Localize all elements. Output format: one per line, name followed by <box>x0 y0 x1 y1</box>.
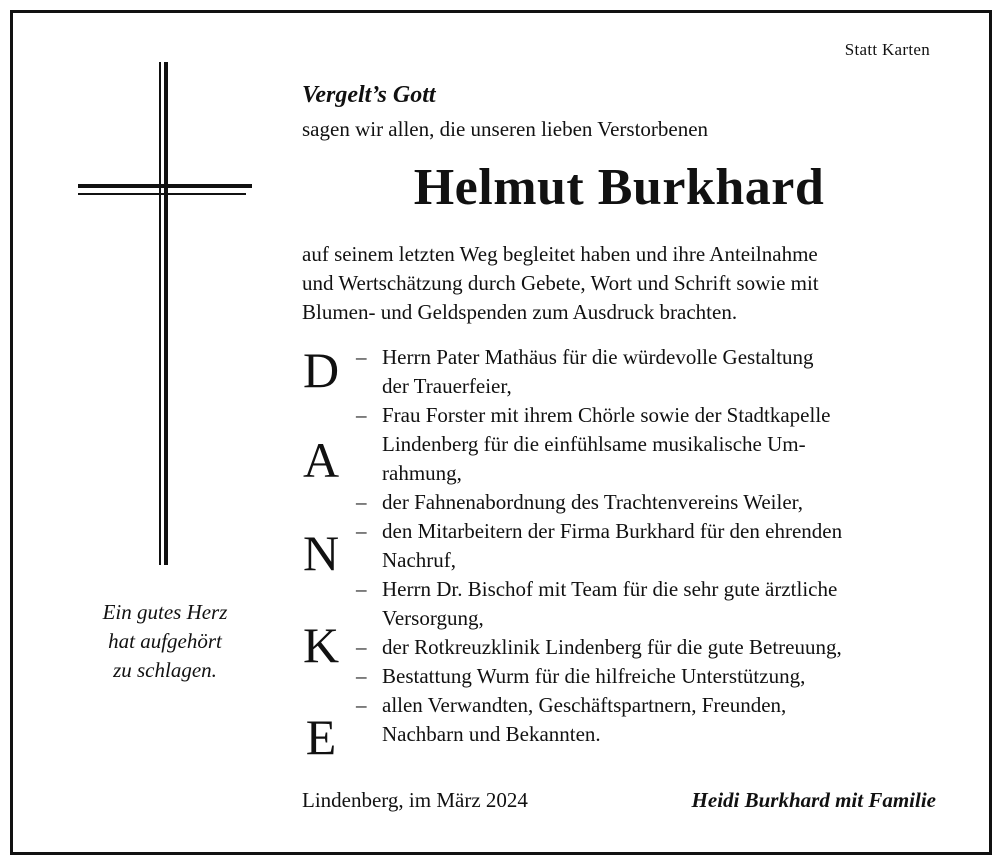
thanks-item-line: Bestattung Wurm für die hilfreiche Unterstützung, <box>382 664 806 688</box>
thanks-item <box>356 488 946 517</box>
statt-karten-label: Statt Karten <box>844 40 930 59</box>
verse-line: zu schlagen. <box>113 658 217 682</box>
thanks-item-line: Frau Forster mit ihrem Chörle sowie der Stadtkapelle <box>382 403 831 427</box>
dash-marker: – <box>356 403 367 427</box>
thanks-item-line: der Fahnenabordnung des Trachtenvereins Weiler, <box>382 490 804 514</box>
signature: Heidi Burkhard mit Familie <box>691 788 936 812</box>
dash-marker: – <box>356 490 367 514</box>
verse <box>60 598 270 685</box>
thanks-item-line: Versorgung, <box>382 606 484 630</box>
intro-line: Blumen- und Geldspenden zum Ausdruck brachten. <box>302 300 738 324</box>
thanks-item <box>356 662 946 691</box>
intro-paragraph <box>302 240 942 327</box>
thanks-item <box>356 401 946 488</box>
thanks-item-line: Lindenberg für die einfühlsame musikalische Um- <box>382 432 806 456</box>
cross-horizontal-thin <box>78 193 246 195</box>
thanks-item <box>356 517 946 575</box>
opening-heading: Vergelt’s Gott <box>302 82 436 108</box>
thanks-item-line: Herrn Dr. Bischof mit Team für die sehr gute ärztliche <box>382 577 838 601</box>
thanks-item-line: Herrn Pater Mathäus für die würdevolle Gestaltung <box>382 345 814 369</box>
thanks-item-line: Nachruf, <box>382 548 457 572</box>
danke-letter: D <box>302 342 340 398</box>
danke-letter: N <box>302 525 340 581</box>
thanks-item <box>356 343 946 401</box>
dash-marker: – <box>356 664 367 688</box>
thanks-item-line: allen Verwandten, Geschäftspartnern, Freunden, <box>382 693 787 717</box>
danke-letter: K <box>302 617 340 673</box>
dash-marker: – <box>356 577 367 601</box>
dash-marker: – <box>356 635 367 659</box>
thanks-item-line: den Mitarbeitern der Firma Burkhard für den ehrenden <box>382 519 843 543</box>
place-date: Lindenberg, im März 2024 <box>302 788 528 812</box>
dash-marker: – <box>356 519 367 543</box>
cross-vertical-thick <box>164 62 168 565</box>
deceased-name: Helmut Burkhard <box>413 159 825 216</box>
intro-line: auf seinem letzten Weg begleitet haben und ihre Anteilnahme <box>302 242 818 266</box>
thanks-list <box>356 343 946 749</box>
thanks-item-line: der Rotkreuzklinik Lindenberg für die gute Betreuung, <box>382 635 842 659</box>
thanks-item-line: der Trauerfeier, <box>382 374 512 398</box>
verse-line: Ein gutes Herz <box>102 600 228 624</box>
thanks-item-line: rahmung, <box>382 461 462 485</box>
danke-letter: E <box>305 709 337 765</box>
intro-line: und Wertschätzung durch Gebete, Wort und Schrift sowie mit <box>302 271 819 295</box>
dash-marker: – <box>356 345 367 369</box>
cross-horizontal-thick <box>78 184 252 188</box>
cross-vertical-thin <box>159 62 161 565</box>
verse-line: hat aufgehört <box>108 629 222 653</box>
thanks-item <box>356 575 946 633</box>
thanks-item-line: Nachbarn und Bekannten. <box>382 722 601 746</box>
danke-letter: A <box>302 432 340 488</box>
thanks-item <box>356 691 946 749</box>
thanks-item <box>356 633 946 662</box>
opening-text: sagen wir allen, die unseren lieben Verstorbenen <box>302 117 709 141</box>
dash-marker: – <box>356 693 367 717</box>
